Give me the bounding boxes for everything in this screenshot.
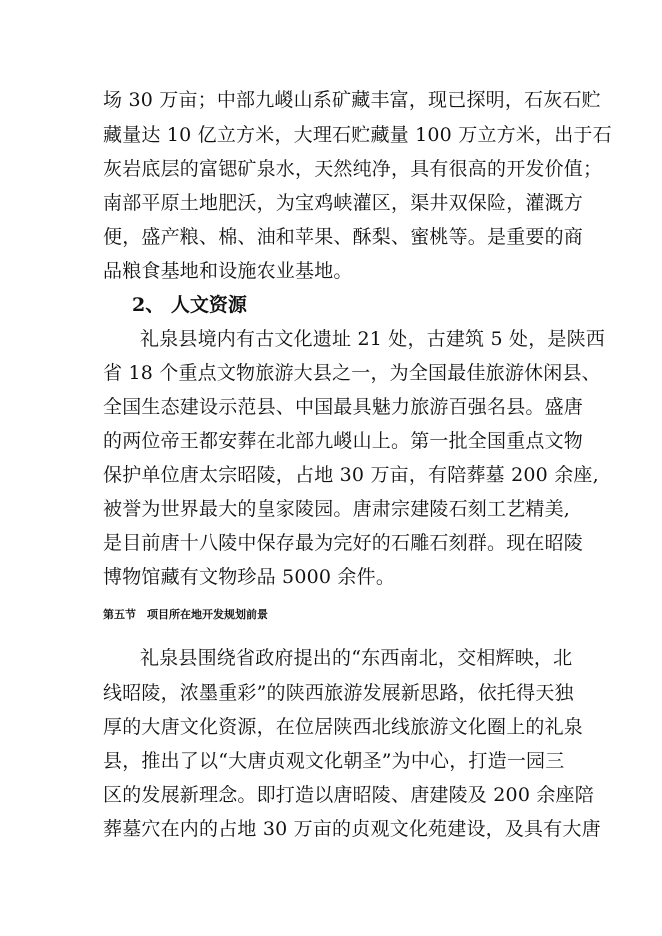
para2-line-3: 全国生态建设示范县、中国最具魅力旅游百强名县。盛唐 <box>103 396 584 418</box>
para1-line-3: 灰岩底层的富锶矿泉水，天然纯净，具有很高的开发价值； <box>103 158 603 180</box>
para3-line-3: 厚的大唐文化资源，在位居陕西北线旅游文化圈上的礼泉 <box>103 716 584 738</box>
para3-line-1: 礼泉县围绕省政府提出的“东西南北，交相辉映，北 <box>140 647 573 669</box>
para2-line-6: 被誉为世界最大的皇家陵园。唐肃宗建陵石刻工艺精美, <box>103 498 571 520</box>
para1-line-5: 便，盛产粮、棉、油和苹果、酥梨、蜜桃等。是重要的商 <box>103 226 584 248</box>
para2-line-7: 是目前唐十八陵中保存最为完好的石雕石刻群。现在昭陵 <box>103 532 584 554</box>
para2-line-2: 省 18 个重点文物旅游大县之一，为全国最佳旅游休闲县、 <box>103 362 601 384</box>
para2-line-4: 的两位帝王都安葬在北部九嵕山上。第一批全国重点文物 <box>103 430 584 452</box>
para2-line-8: 博物馆藏有文物珍品 5000 余件。 <box>103 566 396 588</box>
para3-line-6: 葬墓穴在内的占地 30 万亩的贞观文化苑建设，及具有大唐 <box>103 818 601 840</box>
subheading-cultural-resources: 2、 人文资源 <box>132 294 247 316</box>
para2-line-1: 礼泉县境内有古文化遗址 21 处，古建筑 5 处，是陕西 <box>140 328 606 350</box>
section-heading: 第五节 项目所在地开发规划前景 <box>103 608 268 621</box>
para3-line-5: 区的发展新理念。即打造以唐昭陵、唐建陵及 200 余座陪 <box>103 784 594 806</box>
para1-line-2: 藏量达 10 亿立方米，大理石贮藏量 100 万立方米，出于石 <box>103 124 612 146</box>
para1-line-1: 场 30 万亩；中部九嵕山系矿藏丰富，现已探明，石灰石贮 <box>103 89 601 111</box>
para1-line-4: 南部平原土地肥沃，为宝鸡峡灌区，渠井双保险，灌溉方 <box>103 192 584 214</box>
para3-line-4: 县，推出了以“大唐贞观文化朝圣”为中心，打造一园三 <box>103 750 565 772</box>
para1-line-6: 品粮食基地和设施农业基地。 <box>103 260 353 282</box>
para2-line-5: 保护单位唐太宗昭陵，占地 30 万亩，有陪葬墓 200 余座, <box>103 464 599 486</box>
para3-line-2: 线昭陵，浓墨重彩”的陕西旅游发展新思路，依托得天独 <box>103 682 574 704</box>
